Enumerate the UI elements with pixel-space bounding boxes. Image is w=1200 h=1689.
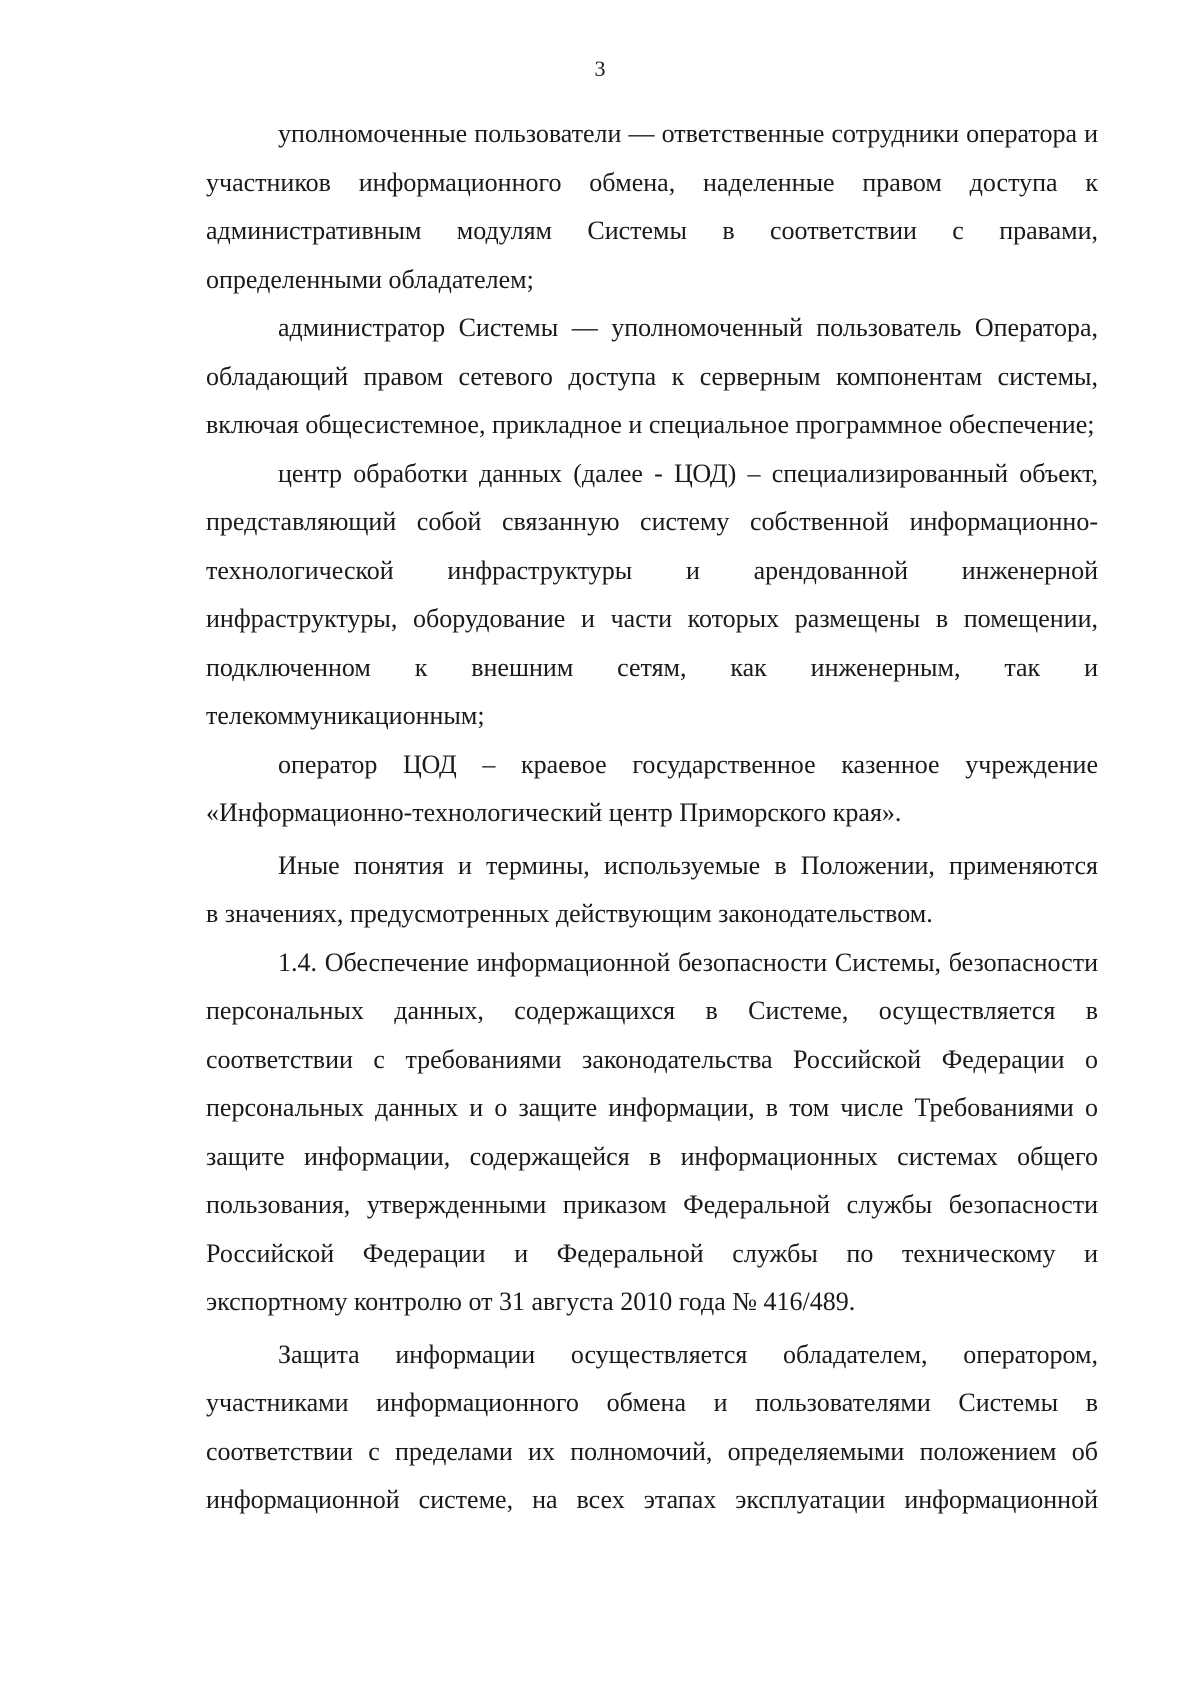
text-line: центр обработки данных (далее - ЦОД) – специализированный объект, — [278, 458, 1098, 488]
text-line: защите информации, содержащейся в информационных системах общего — [206, 1141, 1098, 1171]
text-line: включая общесистемное, прикладное и специальное программное обеспечение; — [206, 410, 1095, 439]
text-line: администратор Системы — уполномоченный пользователь Оператора, — [278, 313, 1098, 342]
text-line: участниками информационного обмена и пользователями Системы в — [206, 1388, 1098, 1417]
paragraph-system-administrator — [134, 304, 1098, 450]
paragraph-other-terms — [134, 842, 1098, 939]
text-line: технологической инфраструктуры и арендованной инженерной — [206, 555, 1098, 585]
text-line: телекоммуникационным; — [206, 701, 485, 730]
paragraph-data-center-operator — [134, 741, 1098, 838]
text-line: пользования, утвержденными приказом Федеральной службы безопасности — [206, 1190, 1098, 1219]
text-line: уполномоченные пользователи — ответственные сотрудники оператора и — [278, 119, 1098, 148]
text-line: определенными обладателем; — [206, 264, 534, 294]
text-line: участников информационного обмена, наделенные правом доступа к — [206, 167, 1098, 197]
text-line: Российской Федерации и Федеральной службы по техническому и — [206, 1238, 1098, 1268]
text-line: соответствии с требованиями законодательства Российской Федерации о — [206, 1044, 1098, 1074]
text-line: персональных данных и о защите информации, в том числе Требованиями о — [206, 1093, 1098, 1122]
paragraph-data-center — [134, 450, 1098, 741]
text-line: персональных данных, содержащихся в Системе, осуществляется в — [206, 996, 1098, 1025]
text-line: «Информационно-технологический центр Приморского края». — [206, 798, 902, 827]
text-line: административным модулям Системы в соответствии с правами, — [206, 216, 1098, 245]
text-line: подключенном к внешним сетям, как инженерным, так и — [206, 652, 1098, 682]
text-line: инфраструктуры, оборудование и части которых размещены в помещении, — [206, 604, 1098, 633]
text-line: оператор ЦОД – краевое государственное казенное учреждение — [278, 749, 1098, 779]
paragraph-authorized-users — [134, 110, 1098, 304]
text-line: Иные понятия и термины, используемые в Положении, применяются — [278, 850, 1098, 880]
text-line: в значениях, предусмотренных действующим законодательством. — [206, 899, 933, 928]
text-line: соответствии с пределами их полномочий, определяемыми положением об — [206, 1436, 1098, 1466]
paragraph-section-1-4 — [134, 939, 1098, 1327]
text-line: 1.4. Обеспечение информационной безопасности Системы, безопасности — [278, 947, 1098, 977]
paragraph-information-protection — [134, 1331, 1098, 1525]
page-number: 3 — [594, 56, 606, 81]
text-line: информационной системе, на всех этапах эксплуатации информационной — [206, 1485, 1098, 1514]
text-line: представляющий собой связанную систему собственной информационно- — [206, 507, 1098, 536]
text-line: обладающий правом сетевого доступа к серверным компонентам системы, — [206, 361, 1098, 391]
text-line: экспортному контролю от 31 августа 2010 года № 416/489. — [206, 1287, 856, 1316]
text-line: Защита информации осуществляется обладателем, оператором, — [278, 1339, 1098, 1369]
document-body — [134, 110, 1098, 1525]
